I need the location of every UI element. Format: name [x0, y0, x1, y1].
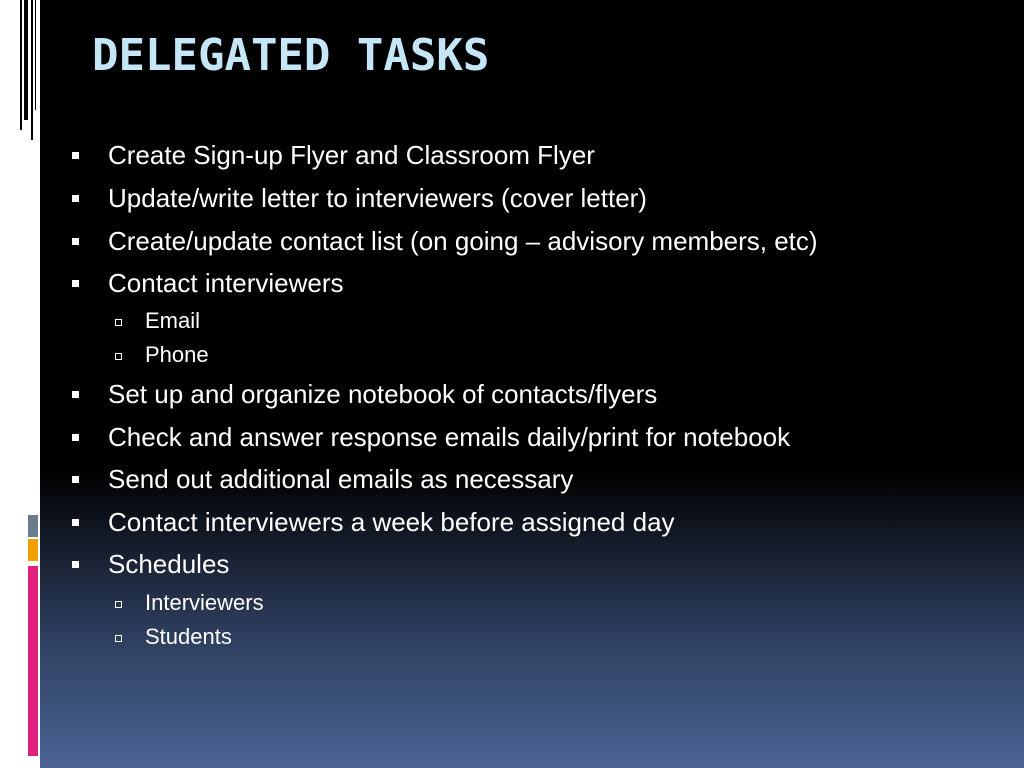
- square-bullet-icon: [72, 434, 79, 441]
- sub-list-item: Students: [145, 624, 232, 650]
- hollow-square-bullet-icon: [115, 319, 122, 326]
- sub-list-item: Phone: [145, 342, 209, 368]
- page-title: DELEGATED TASKS: [92, 30, 490, 81]
- sub-list-item: Email: [145, 308, 200, 334]
- square-bullet-icon: [72, 476, 79, 483]
- list-item: Contact interviewers: [108, 268, 344, 299]
- list-item: Schedules: [108, 549, 229, 580]
- list-item: Create/update contact list (on going – advisory members, etc): [108, 226, 818, 257]
- hollow-square-bullet-icon: [115, 635, 122, 642]
- square-bullet-icon: [72, 280, 79, 287]
- square-bullet-icon: [72, 152, 79, 159]
- list-item: Create Sign-up Flyer and Classroom Flyer: [108, 140, 595, 171]
- list-item: Check and answer response emails daily/print for notebook: [108, 422, 790, 453]
- square-bullet-icon: [72, 195, 79, 202]
- hollow-square-bullet-icon: [115, 353, 122, 360]
- list-item: Contact interviewers a week before assigned day: [108, 507, 675, 538]
- hollow-square-bullet-icon: [115, 601, 122, 608]
- list-item: Set up and organize notebook of contacts/flyers: [108, 379, 657, 410]
- sub-list-item: Interviewers: [145, 590, 264, 616]
- list-item: Update/write letter to interviewers (cover letter): [108, 183, 647, 214]
- square-bullet-icon: [72, 519, 79, 526]
- square-bullet-icon: [72, 561, 79, 568]
- square-bullet-icon: [72, 238, 79, 245]
- list-item: Send out additional emails as necessary: [108, 464, 573, 495]
- square-bullet-icon: [72, 391, 79, 398]
